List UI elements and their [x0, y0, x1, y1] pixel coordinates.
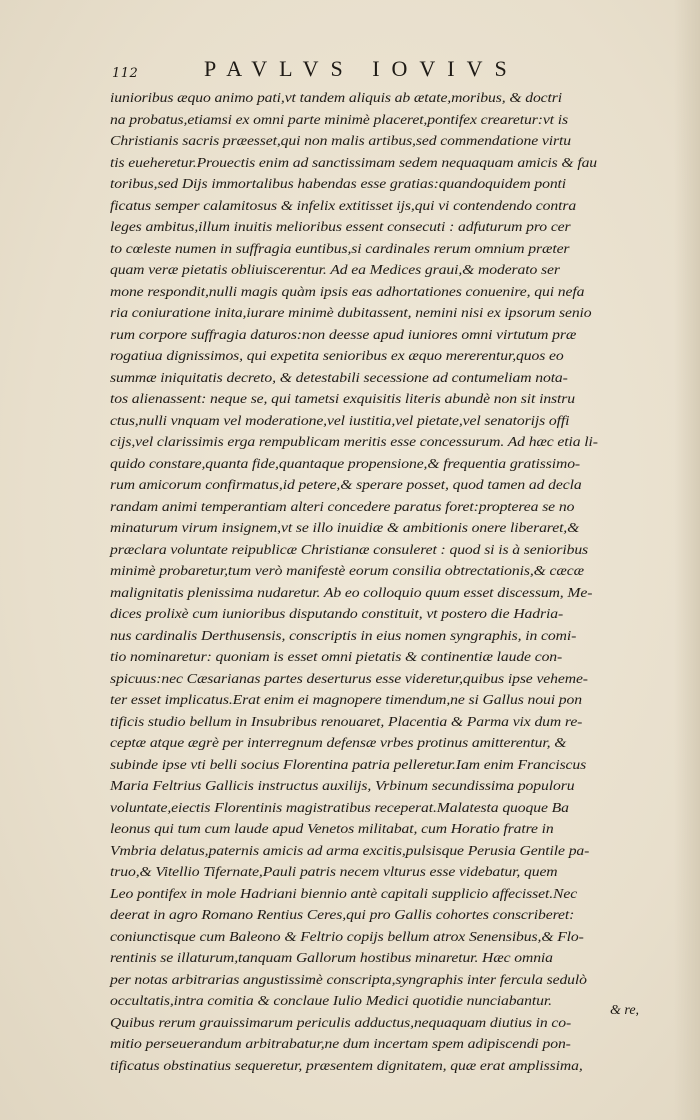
page-gutter-shadow: [674, 0, 700, 1120]
text-line: ceptæ atque ægrè per interregnum defensæ vrbes protinus amitterentur, &: [110, 736, 567, 751]
text-line: truo,& Vitellio Tifernate,Pauli patris necem vlturus esse videbatur, quem: [110, 865, 558, 880]
text-line: Vmbria delatus,paternis amicis ad arma excitis,pulsisque Perusia Gentile pa-: [110, 843, 590, 859]
text-line: Maria Feltrius Gallicis instructus auxilijs, Vrbinum secundissima populoru: [110, 779, 575, 794]
text-line: na probatus,etiamsi ex omni parte minimè placeret,pontifex crearetur:vt is: [110, 112, 568, 128]
text-line: cijs,vel clarissimis erga rempublicam meritis esse concessurum. Ad hæc etia li-: [110, 435, 598, 450]
running-head: [112, 56, 672, 84]
text-line: iunioribus æquo animo pati,vt tandem aliquis ab ætate,moribus, & doctri: [110, 91, 563, 106]
text-line: ria coniuratione inita,iurare minimè dubitassent, nemini nisi ex ipsorum senio: [110, 306, 592, 321]
text-line: voluntate,eiectis Florentinis magistratibus receperat.Malatesta quoque Ba: [110, 800, 569, 816]
text-line: per notas arbitrarias angustissimè conscripta,syngraphis inter fercula sedulò: [110, 972, 587, 988]
text-line: minaturum virum insignem,vt se illo inuidiæ & ambitionis onere liberaret,&: [110, 521, 580, 536]
text-line: deerat in agro Romano Rentius Ceres,qui pro Gallis cohortes conscriberet:: [110, 908, 575, 923]
text-line: Leo pontifex in mole Hadriani biennio antè capitali supplicio affecisset.Nec: [110, 886, 578, 902]
page-number: 112: [112, 66, 139, 81]
text-line: tos alienassent: neque se, qui tametsi exquisitis literis abundè non sit instru: [110, 392, 576, 407]
text-line: tio nominaretur: quoniam is esset omni pietatis & continentiæ laude con-: [110, 650, 563, 665]
text-line: mitio perseuerandum arbitrabatur,ne dum incertam spem adipiscendi pon-: [110, 1037, 571, 1052]
text-line: Quibus rerum grauissimarum periculis adductus,nequaquam diutius in co-: [110, 1015, 572, 1031]
text-line: spicuus:nec Cæsarianas partes deserturus esse videretur,quibus ipse veheme-: [110, 671, 588, 687]
body-text: [110, 88, 662, 1074]
text-line: rogatiua dignissimos, qui expetita senioribus ex æquo mererentur,quos eo: [110, 349, 564, 364]
text-line: Christianis sacris præesset,qui non malis artibus,sed commendatione virtu: [110, 134, 571, 149]
text-line: nus cardinalis Derthusensis, conscriptis in eius nomen syngraphis, in comi-: [110, 628, 577, 644]
text-line: præclara voluntate reipublicæ Christianæ consuleret : quod si is à senioribus: [110, 542, 589, 558]
text-line: ter esset implicatus.Erat enim ei magnopere timendum,ne si Gallus noui pon: [110, 693, 582, 708]
text-line: tificis studio bellum in Insubribus renouaret, Placentia & Parma vix dum re-: [110, 714, 583, 730]
text-line: quam veræ pietatis obliuiscerentur. Ad ea Medices graui,& moderato ser: [110, 263, 560, 278]
text-line: summæ iniquitatis decreto, & detestabili secessione ad contumeliam nota-: [110, 370, 568, 386]
text-line: ctus,nulli vnquam vel moderatione,vel iustitia,vel pietate,vel senatorijs offi: [110, 413, 570, 429]
text-line: subinde ipse vti belli socius Florentina patria pelleretur.Iam enim Franciscus: [110, 757, 587, 773]
text-line: occultatis,intra comitia & conclaue Iulio Medici quotidie nunciabantur.: [110, 994, 552, 1009]
text-line: tificatus obstinatius sequeretur, præsentem dignitatem, quæ erat amplissima,: [110, 1058, 583, 1074]
text-line: ficatus semper calamitosus & infelix extitisset ijs,qui vi contendendo contra: [110, 198, 577, 214]
text-line: rentinis se illaturum,tanquam Gallorum hostibus minaretur. Hæc omnia: [110, 951, 553, 966]
catchword: & re,: [610, 1003, 640, 1018]
text-line: coniunctisque cum Baleono & Feltrio copijs bellum atrox Senensibus,& Flo-: [110, 929, 584, 945]
text-line: leonus qui tum cum laude apud Venetos militabat, cum Horatio fratre in: [110, 822, 554, 837]
text-line: tis eueheretur.Prouectis enim ad sanctissimam sedem nequaquam amicis & fau: [110, 155, 598, 171]
text-line: to cœleste numen in suffragia euntibus,si cardinales rerum omnium præter: [110, 241, 570, 257]
text-line: malignitatis plenissima nudaretur. Ab eo colloquio quum esset discessum, Me-: [110, 585, 593, 601]
text-line: toribus,sed Dijs immortalibus habendas esse gratias:quandoquidem ponti: [110, 177, 567, 192]
text-line: randam animi temperantiam alteri concedere paratus foret:propterea se no: [110, 499, 575, 515]
running-title: PAVLVS IOVIVS: [204, 56, 519, 81]
text-line: rum amicorum confirmatus,id petere,& sperare posset, quod tamen ad decla: [110, 478, 582, 493]
text-line: quido constare,quanta fide,quantaque propensione,& frequentia gratissimo-: [110, 456, 581, 472]
text-line: leges ambitus,illum inuitis melioribus essent consecuti : adfuturum pro cer: [110, 220, 571, 235]
text-line: mone respondit,nulli magis quàm ipsis eas adhortationes conuenire, qui nefa: [110, 284, 585, 300]
text-line: minimè probaretur,tum verò manifestè eorum consilia obtrectationis,& cæcæ: [110, 564, 584, 579]
text-line: rum corpore suffragia daturos:non deesse apud iuniores omni virtutum præ: [110, 327, 577, 343]
text-line: dices prolixè cum iunioribus disputando constituit, vt postero die Hadria-: [110, 607, 564, 622]
